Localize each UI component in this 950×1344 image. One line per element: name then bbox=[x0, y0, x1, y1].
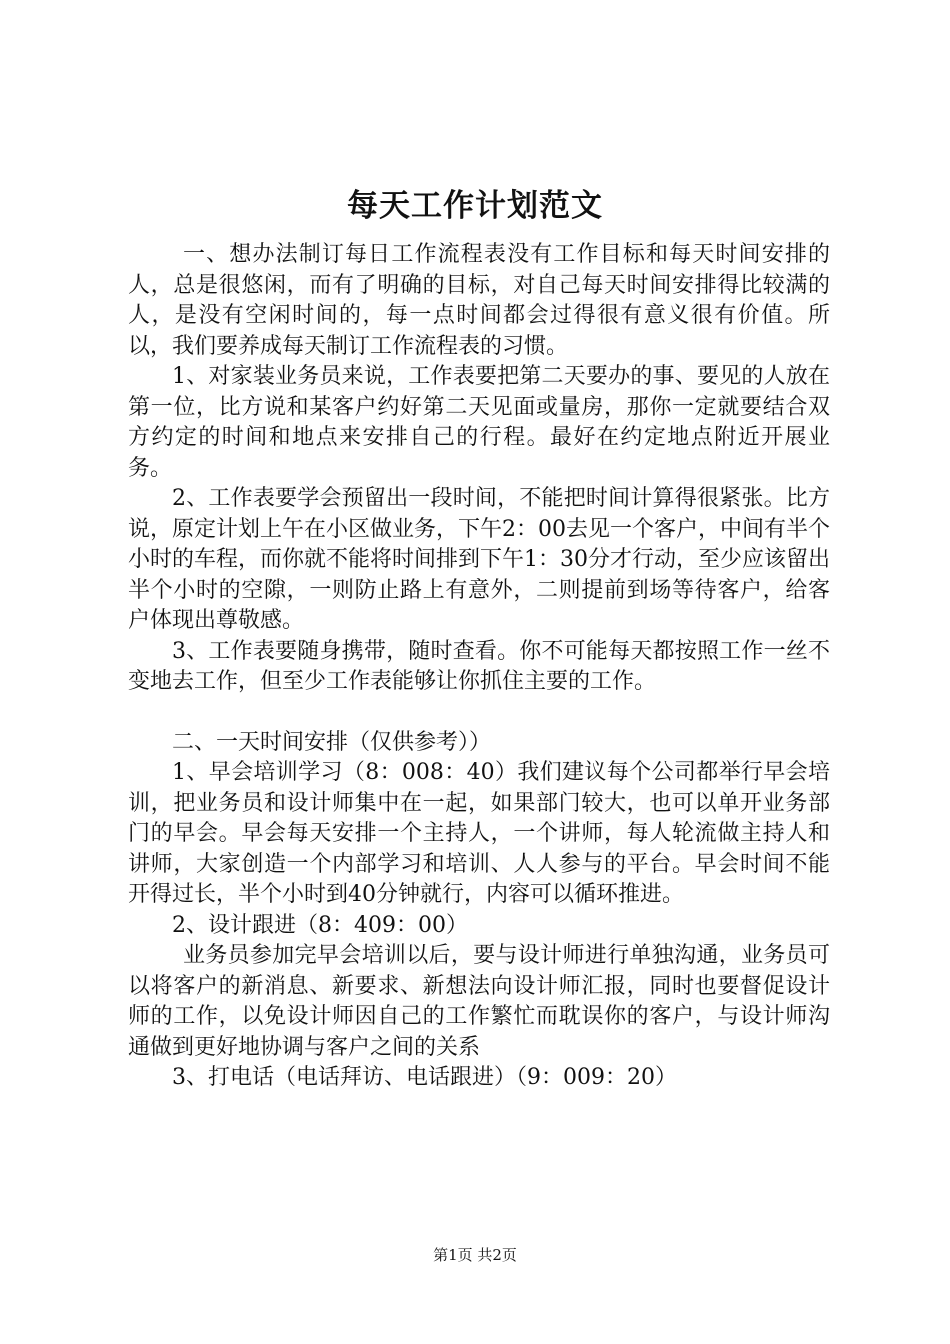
paragraph-section-1: 一、想办法制订每日工作流程表没有工作目标和每天时间安排的人，总是很悠闲，而有了明确的目标，对自己每天时间安排得比较满的人，是没有空闲时间的，每一点时间都会过得很有意义很有价值。所以，我们要养成每天制订工作流程表的习惯。 bbox=[128, 242, 830, 359]
paragraph-item-1-3: 3、工作表要随身携带，随时查看。你不可能每天都按照工作一丝不变地去工作，但至少工作表能够让你抓住主要的工作。 bbox=[128, 638, 830, 694]
paragraph-item-1-1: 1、对家装业务员来说，工作表要把第二天要办的事、要见的人放在第一位，比方说和某客户约好第二天见面或量房，那你一定就要结合双方约定的时间和地点来安排自己的行程。最好在约定地点附近开展业务。 bbox=[128, 364, 830, 481]
page-footer: 第1页 共2页 bbox=[433, 1246, 517, 1264]
paragraph-item-2-2: 2、设计跟进（8：409：00） bbox=[172, 912, 468, 938]
paragraph-item-2-1: 1、早会培训学习（8：008：40）我们建议每个公司都举行早会培训，把业务员和设计师集中在一起，如果部门较大，也可以单开业务部门的早会。早会每天安排一个主持人，一个讲师，每人轮流做主持人和讲师，大家创造一个内部学习和培训、人人参与的平台。早会时间不能开得过长，半个小时到40分钟就行，内容可以循环推进。 bbox=[128, 760, 830, 907]
paragraph-item-2-2-body: 业务员参加完早会培训以后，要与设计师进行单独沟通，业务员可以将客户的新消息、新要求、新想法向设计师汇报，同时也要督促设计师的工作，以免设计师因自己的工作繁忙而耽误你的客户，与设计师沟通做到更好地协调与客户之间的关系 bbox=[128, 943, 830, 1060]
paragraph-item-2-3: 3、打电话（电话拜访、电话跟进）（9：009：20） bbox=[172, 1065, 677, 1090]
document-body bbox=[128, 240, 830, 1094]
paragraph-section-2: 二、一天时间安排（仅供参考）） bbox=[172, 729, 492, 755]
paragraph-item-1-2: 2、工作表要学会预留出一段时间，不能把时间计算得很紧张。比方说，原定计划上午在小区做业务，下午2：00去见一个客户，中间有半个小时的车程，而你就不能将时间排到下午1：30分才行动，至少应该留出半个小时的空隙，一则防止路上有意外，二则提前到场等待客户，给客户体现出尊敬感。 bbox=[128, 486, 830, 633]
document-title: 每天工作计划范文 bbox=[347, 188, 603, 224]
